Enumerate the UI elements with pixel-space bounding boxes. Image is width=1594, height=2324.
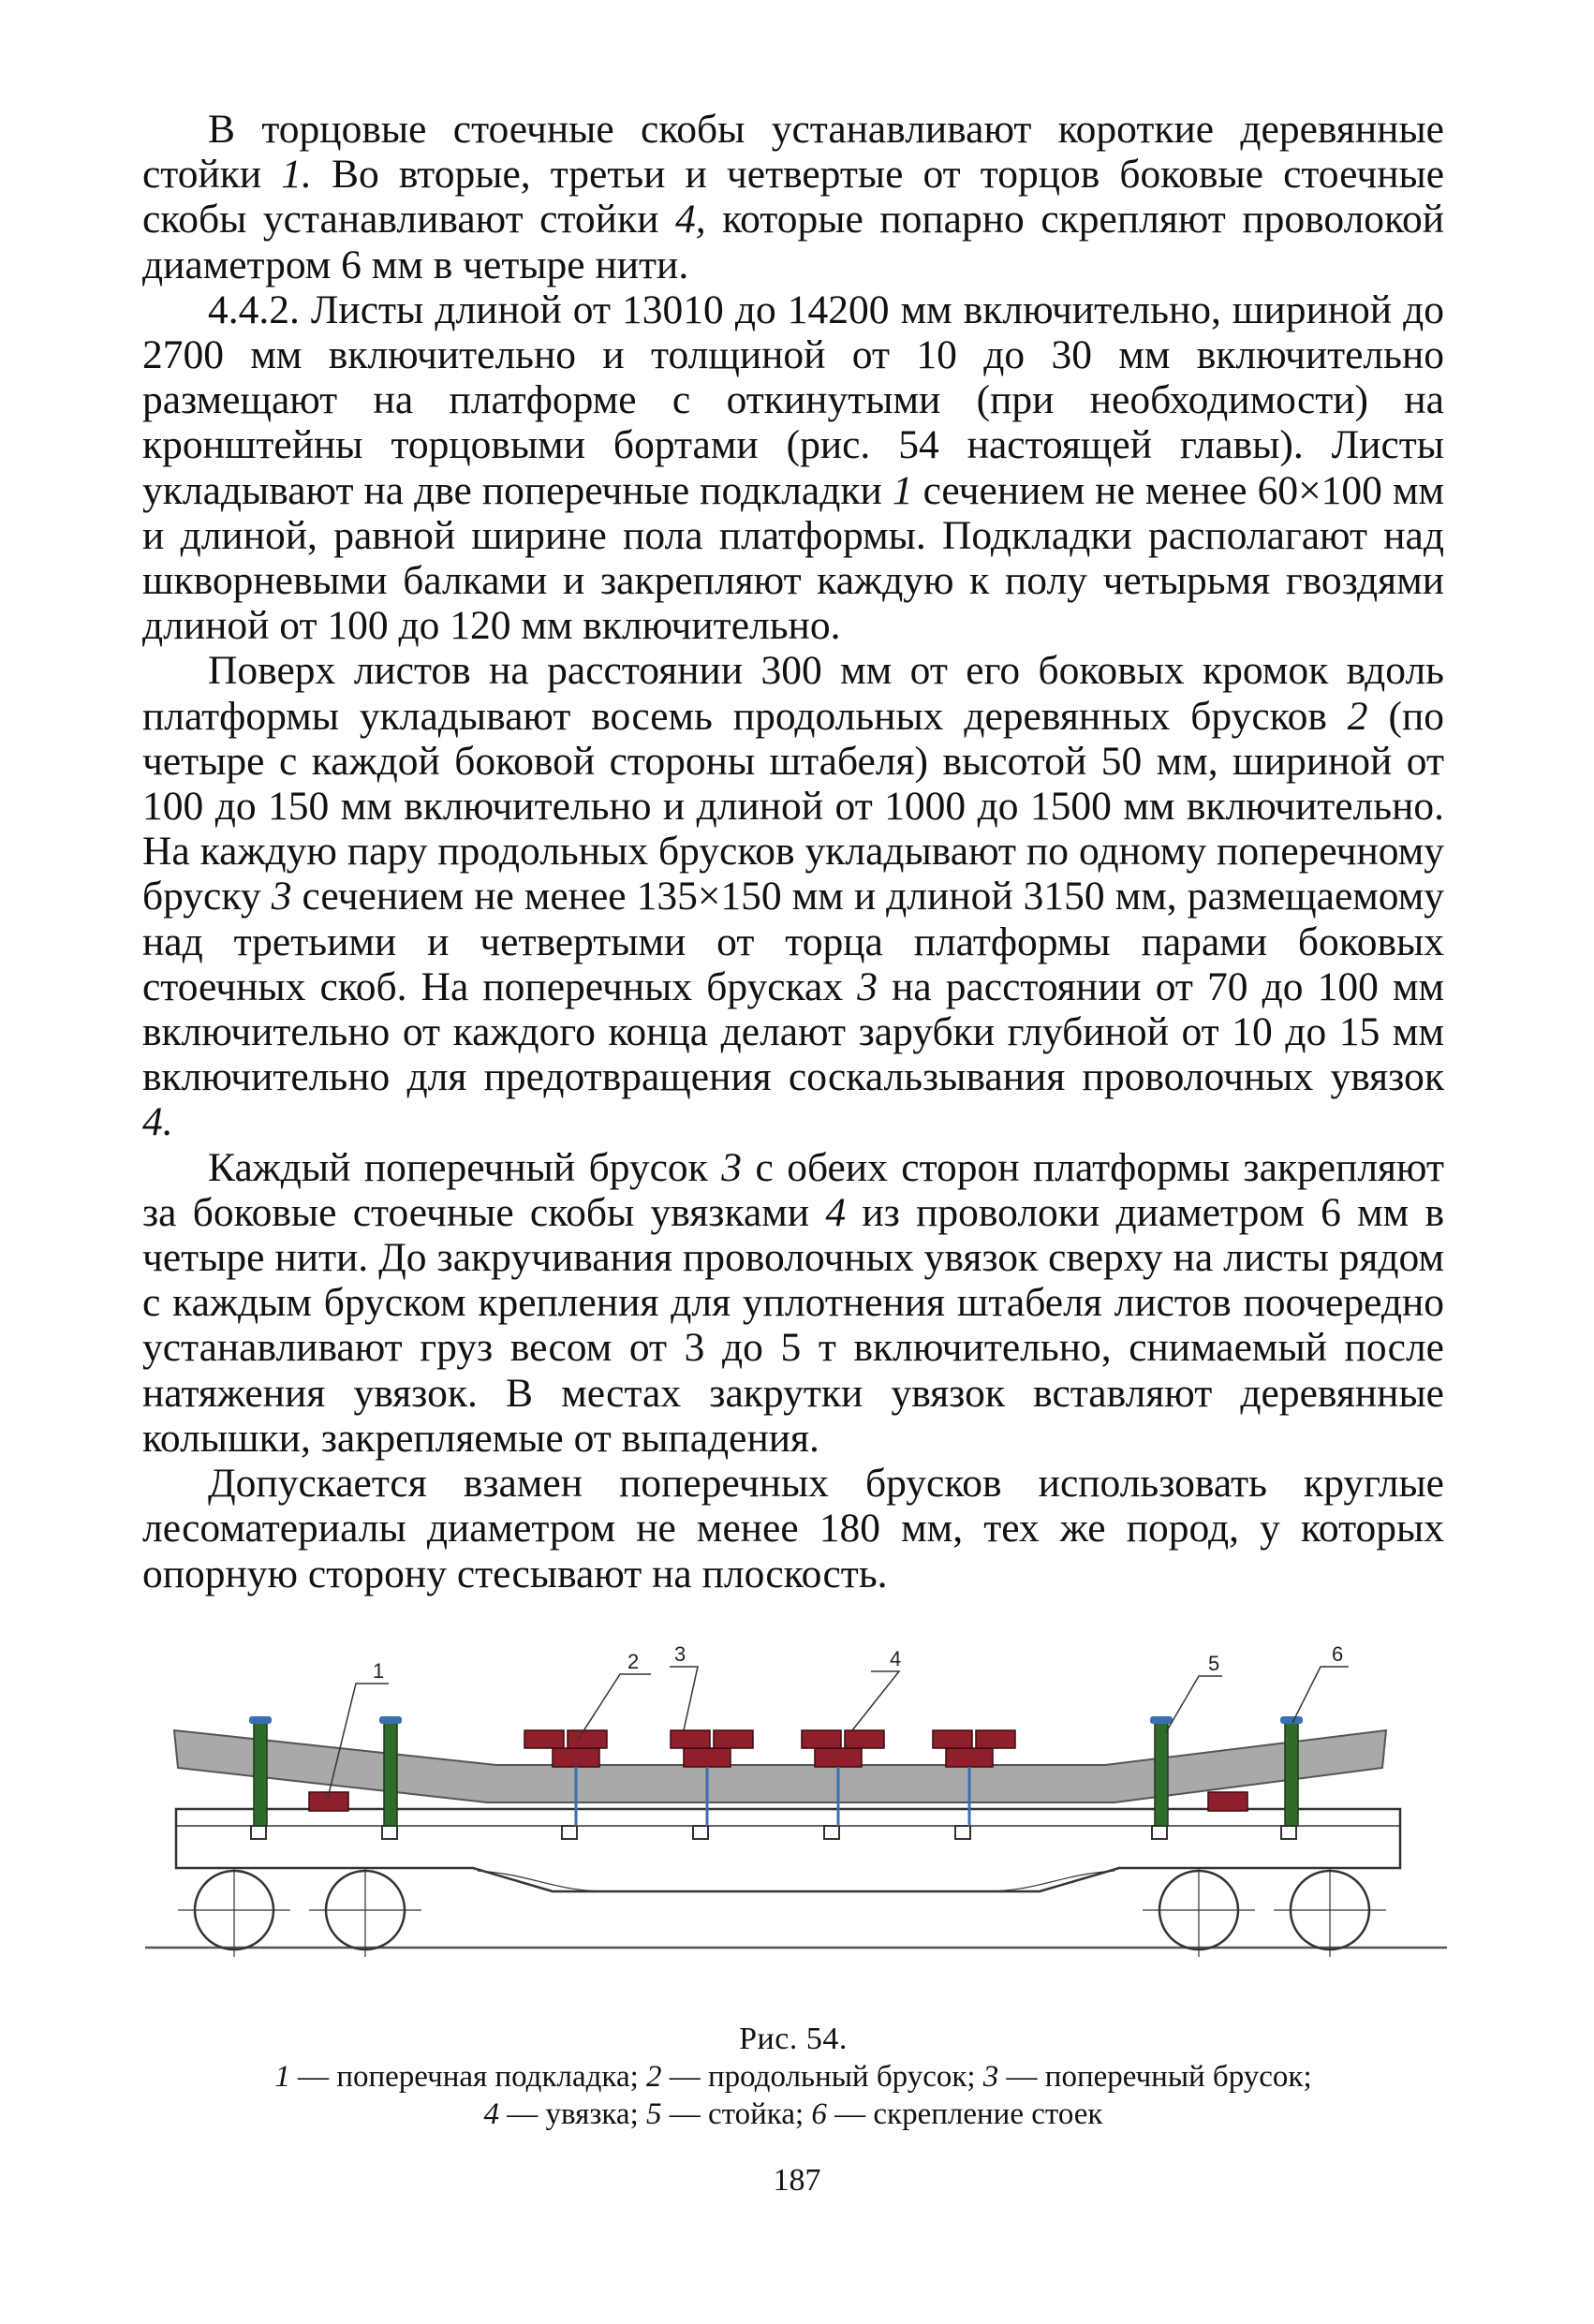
bars-group [524,1730,1015,1767]
sheet-stack [174,1730,1386,1802]
body-text [142,107,1444,1596]
callout-label: 6 [1332,1642,1344,1666]
paragraph: 4.4.2. Листы длиной от 13010 до 14200 мм включительно, шириной до 2700 мм включительно и толщиной от 10 до 30 мм включительно размещают на платформе с откинутыми (при необходимости) на кронштейны торцовыми бортами (рис. 54 настоящей главы). Листы укладывают на две поперечные подкладки 1 сечением не менее 60×100 мм и длиной, равной ширине пола платформы. Подкладки располагают над шкворневыми балками и закрепляют каждую к полу четырьмя гвоздями длиной от 100 до 120 мм включительно. [142,287,1444,649]
figure-caption [142,2021,1444,2133]
figure-title: Рис. 54. [739,2022,848,2056]
paragraph: Каждый поперечный брусок 3 с обеих сторон платформы закрепляют за боковые стоечные скобы увязками 4 из проволоки диаметром 6 мм в четыре нити. До закручивания проволочных увязок сверху на листы рядом с каждым бруском крепления для уплотнения штабеля листов поочередно устанавливают груз весом от 3 до 5 т включительно, снимаемый после натяжения увязок. В местах закрутки увязок вставляют деревянные колышки, закрепляемые от выпадения. [142,1144,1444,1461]
italic-reference: 3 [982,2060,999,2094]
italic-reference: 1. [281,152,312,198]
page-number: 187 [773,2163,821,2198]
italic-reference: 4 [825,1189,847,1235]
figure-legend-line: 4 — увязка; 5 — стойка; 6 — скрепление стоек [483,2097,1103,2131]
italic-reference: 1 [892,467,913,513]
italic-reference: 4, [674,197,706,243]
italic-reference: 3 [721,1144,743,1190]
italic-reference: 1 [274,2060,290,2094]
italic-reference: 4. [142,1099,173,1145]
italic-reference: 4 [483,2097,500,2131]
italic-reference: 5 [646,2097,662,2131]
callout-label: 2 [627,1650,640,1673]
platform-frame [176,1809,1400,1891]
italic-reference: 3 [857,963,878,1009]
paragraph: В торцовые стоечные скобы устанавливают короткие деревянные стойки 1. Во вторые, третьи и четвертые от торцов боковые стоечные скобы устанавливают стойки 4, которые попарно скрепляют проволокой диаметром 6 мм в четыре нити. [142,107,1445,287]
callout-label: 1 [373,1659,385,1683]
figure-54 [140,1629,1452,2004]
italic-reference: 2 [1347,693,1368,739]
callout-label: 5 [1208,1652,1220,1675]
callout-label: 4 [890,1647,902,1670]
italic-reference: 3 [271,874,292,919]
callout-label: 3 [674,1642,686,1666]
paragraph: Допускается взамен поперечных брусков использовать круглые лесоматериалы диаметром не менее 180 мм, тех же пород, у которых опорную сторону стесывают на плоскость. [142,1461,1444,1596]
figure-legend-line: 1 — поперечная подкладка; 2 — продольный брусок; 3 — поперечный брусок; [274,2060,1312,2094]
platform-diagram [140,1629,1452,2004]
paragraph: Поверх листов на расстоянии 300 мм от его боковых кромок вдоль платформы укладывают восемь продольных деревянных брусков 2 (по четыре с каждой боковой стороны штабеля) высотой 50 мм, шириной от 100 до 150 мм включительно и длиной от 1000 до 1500 мм включительно. На каждую пару продольных брусков укладывают по одному поперечному бруску 3 сечением не менее 135×150 мм и длиной 3150 мм, размещаемому над третьими и четвертыми от торца платформы парами боковых стоечных скоб. На поперечных брусках 3 на расстоянии от 70 до 100 мм включительно от каждого конца делают зарубки глубиной от 10 до 15 мм включительно для предотвращения соскальзывания проволочных увязок 4. [142,648,1444,1145]
italic-reference: 2 [646,2060,662,2094]
italic-reference: 6 [811,2097,827,2131]
